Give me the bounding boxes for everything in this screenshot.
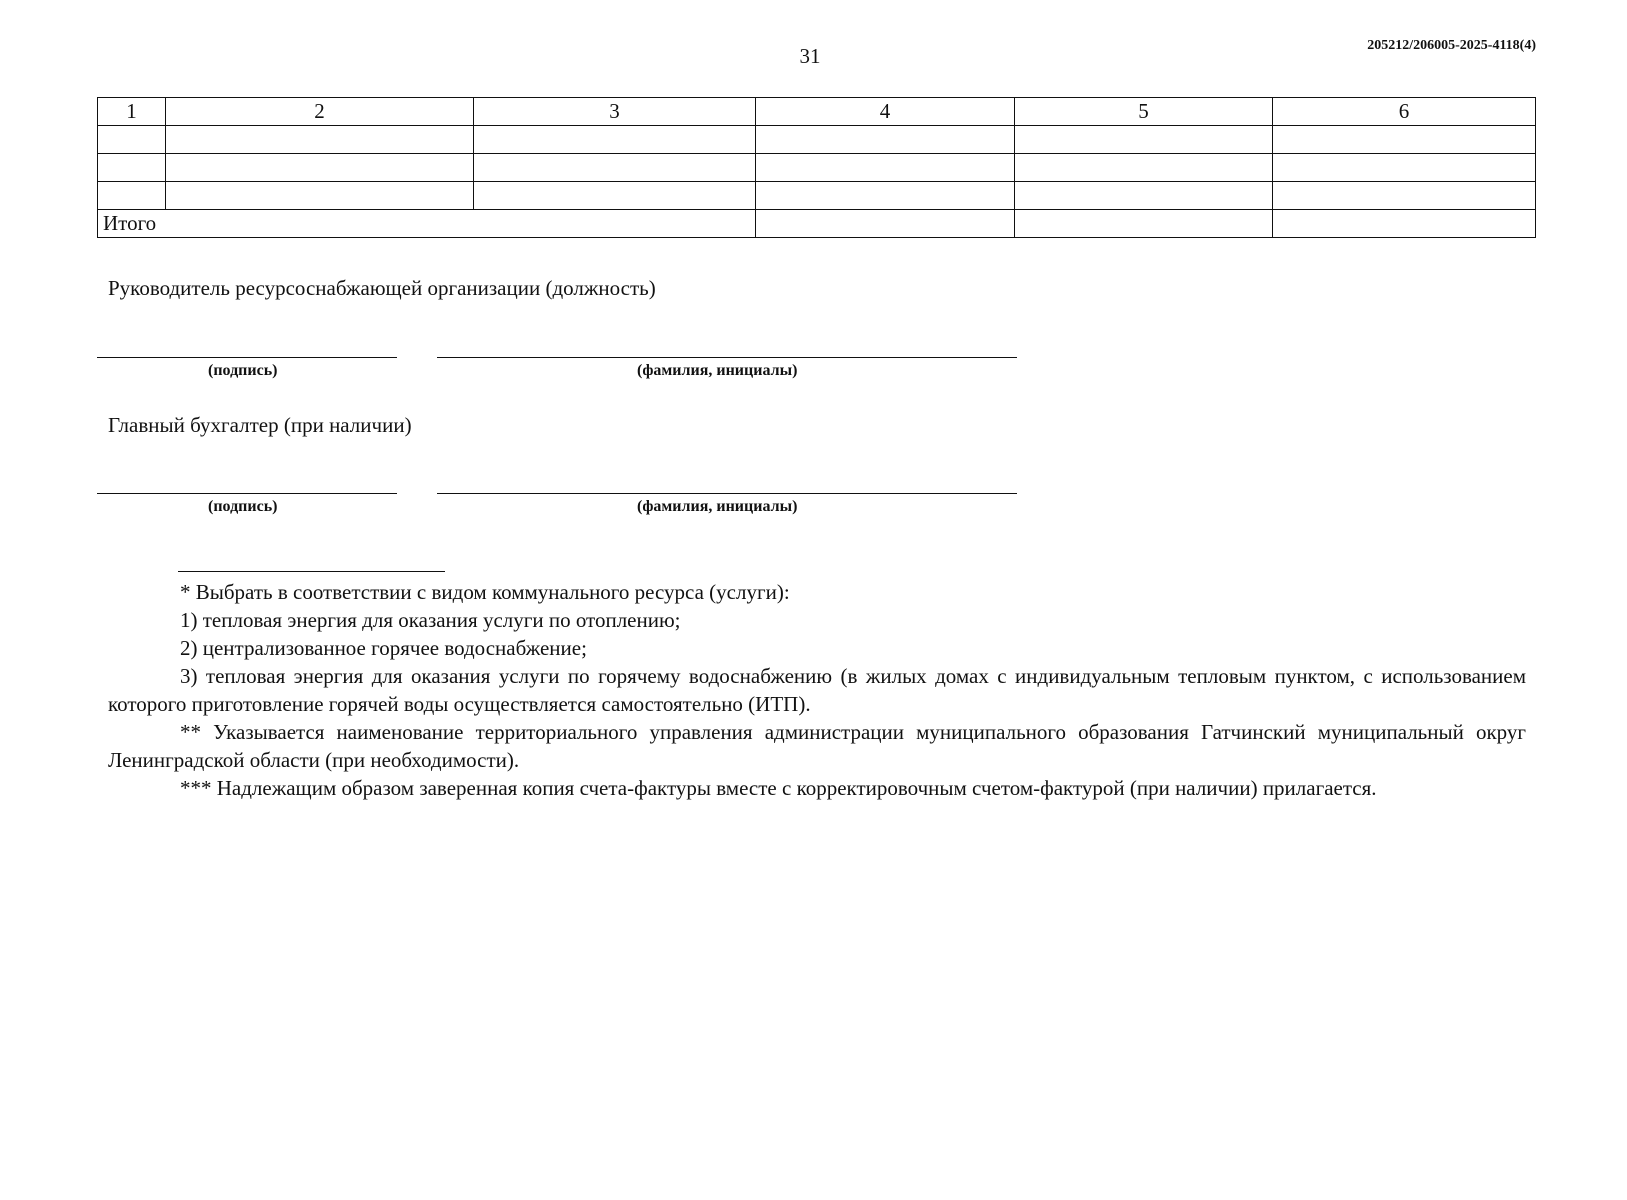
- table-cell: [756, 154, 1015, 182]
- table-cell: [1015, 126, 1273, 154]
- accountant-name-line: [437, 493, 1017, 494]
- table-cell: [1273, 126, 1536, 154]
- table-cell: [1273, 210, 1536, 238]
- column-header-3: 3: [474, 98, 756, 126]
- table-cell: [98, 154, 166, 182]
- accountant-signature-caption: (подпись): [208, 498, 278, 515]
- table-cell: [166, 182, 474, 210]
- table-cell: [98, 182, 166, 210]
- table-row: [98, 154, 1536, 182]
- footnote-1-item-3: 3) тепловая энергия для оказания услуги по горячему водоснабжению (в жилых домах с индивидуальным тепловым пунктом, с использованием которого приготовление горячей воды осуществляется самостоятельно (ИТП).: [108, 664, 1526, 716]
- footnote-1-item-2: 2) централизованное горячее водоснабжение;: [180, 636, 587, 660]
- column-header-6: 6: [1273, 98, 1536, 126]
- document-code: 205212/206005-2025-4118(4): [1367, 38, 1536, 53]
- accountant-signature-line: [97, 493, 397, 494]
- column-header-5: 5: [1015, 98, 1273, 126]
- footnote-1-item-1: 1) тепловая энергия для оказания услуги по отоплению;: [180, 608, 681, 632]
- table-header-row: [98, 98, 1536, 126]
- column-header-4: 4: [756, 98, 1015, 126]
- table-cell: [756, 210, 1015, 238]
- table-cell: [98, 126, 166, 154]
- footnote-2: ** Указывается наименование территориального управления администрации муниципального образования Гатчинский муниципальный округ Ленинградской области (при необходимости).: [108, 720, 1526, 772]
- table-cell: [166, 154, 474, 182]
- total-label: Итого: [98, 210, 756, 238]
- table-cell: [1273, 154, 1536, 182]
- head-signature-line: [97, 357, 397, 358]
- table-cell: [756, 182, 1015, 210]
- data-table: [97, 97, 1536, 238]
- footnotes: [108, 578, 1526, 802]
- head-signature-caption: (подпись): [208, 362, 278, 379]
- table-row: [98, 182, 1536, 210]
- table-cell: [474, 182, 756, 210]
- footnote-1: * Выбрать в соответствии с видом коммунального ресурса (услуги):: [180, 580, 790, 604]
- chief-accountant-title: Главный бухгалтер (при наличии): [108, 413, 412, 437]
- footnote-separator: [178, 571, 445, 572]
- head-of-organization-title: Руководитель ресурсоснабжающей организации (должность): [108, 276, 656, 300]
- table-cell: [1273, 182, 1536, 210]
- column-header-1: 1: [98, 98, 166, 126]
- accountant-name-caption: (фамилия, инициалы): [637, 498, 798, 515]
- column-header-2: 2: [166, 98, 474, 126]
- footnote-3: *** Надлежащим образом заверенная копия счета-фактуры вместе с корректировочным счетом-фактурой (при наличии) прилагается.: [180, 776, 1377, 800]
- table-cell: [166, 126, 474, 154]
- table-cell: [1015, 182, 1273, 210]
- table-cell: [1015, 154, 1273, 182]
- head-name-caption: (фамилия, инициалы): [637, 362, 798, 379]
- page-number: 31: [799, 44, 821, 68]
- table-cell: [756, 126, 1015, 154]
- table-row: [98, 126, 1536, 154]
- table-cell: [474, 126, 756, 154]
- table-cell: [1015, 210, 1273, 238]
- total-row: [98, 210, 1536, 238]
- head-name-line: [437, 357, 1017, 358]
- table-cell: [474, 154, 756, 182]
